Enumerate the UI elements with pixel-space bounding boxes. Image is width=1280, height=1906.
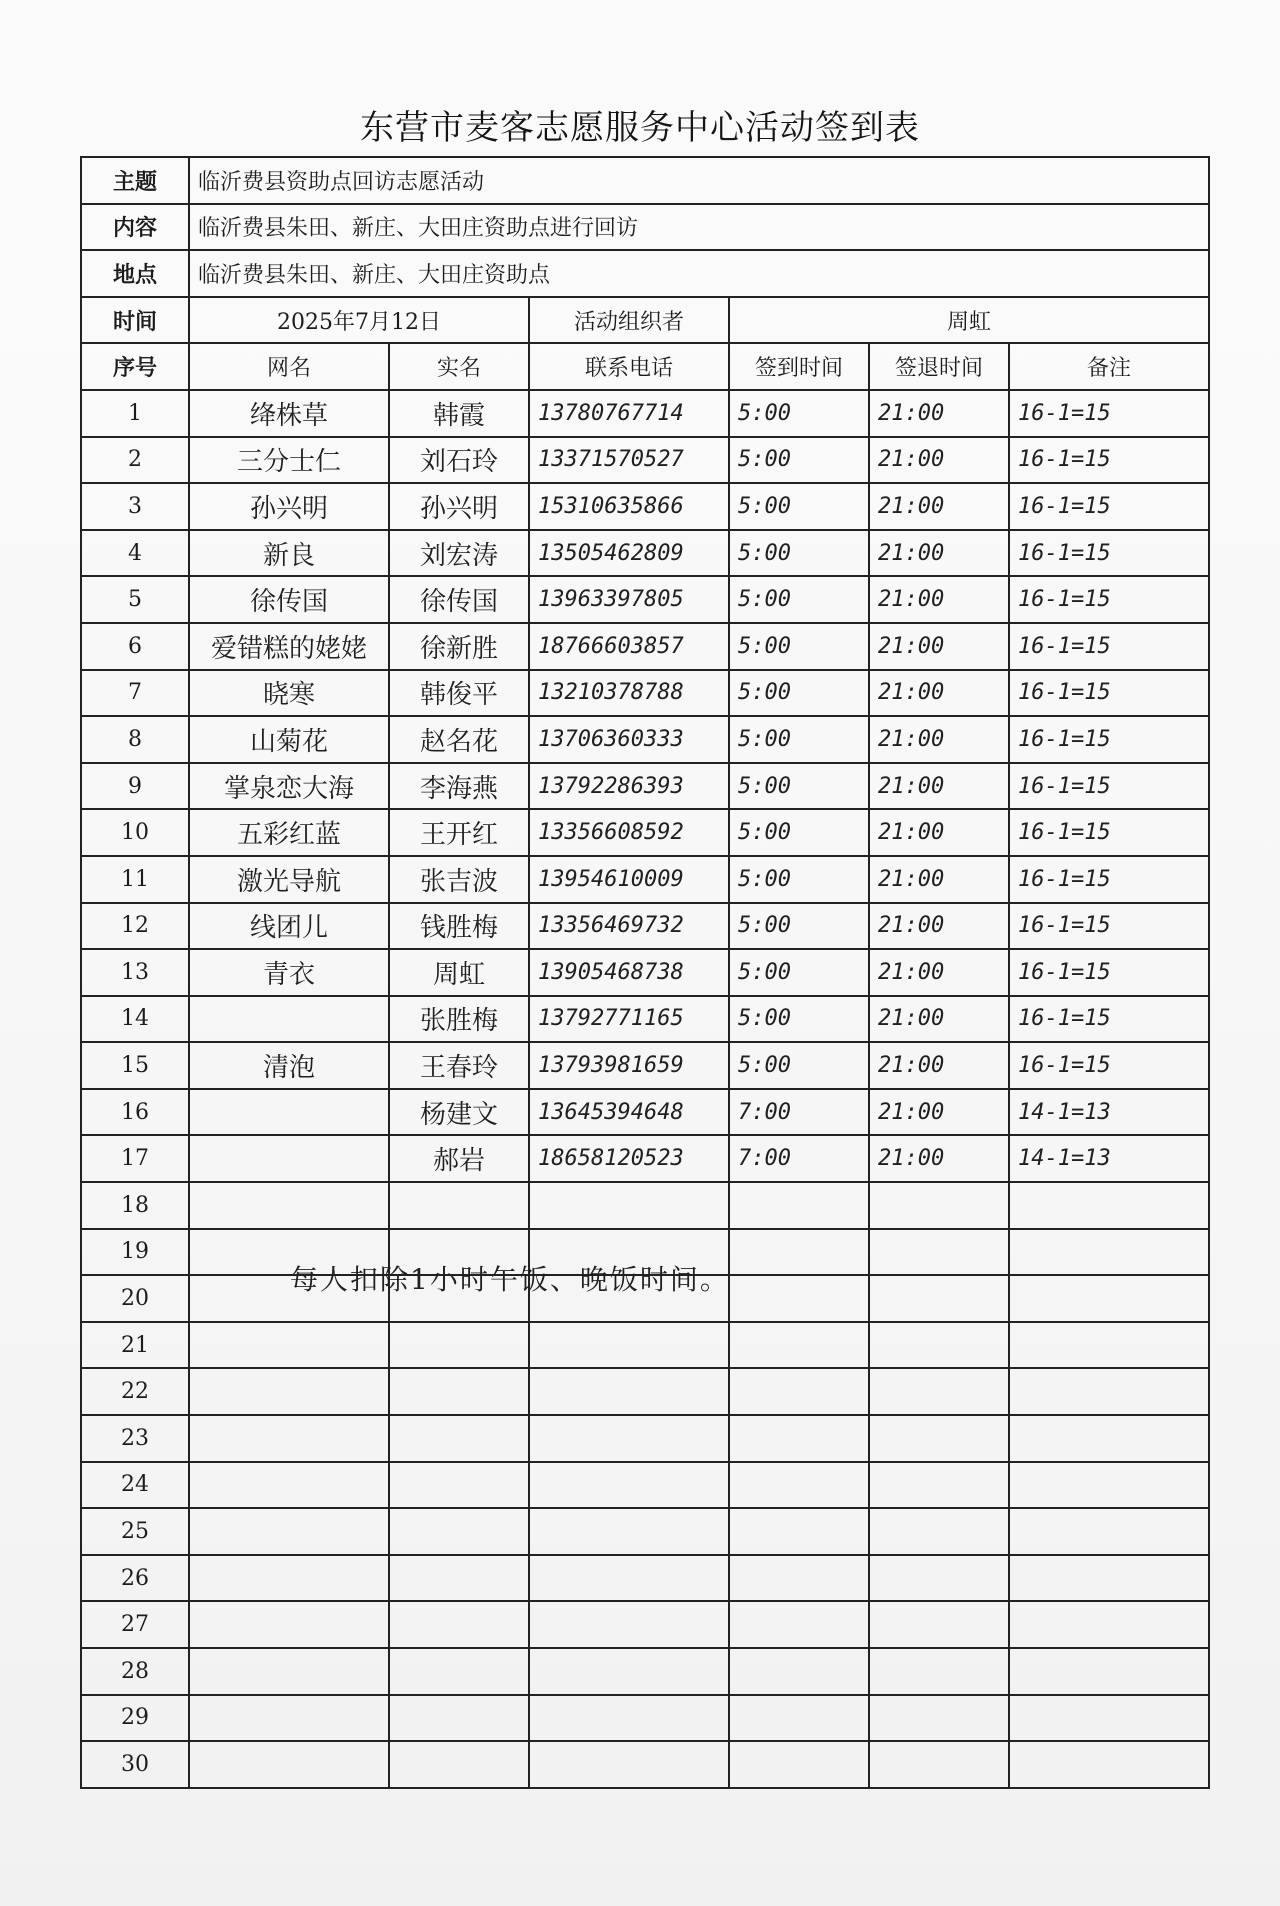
- net-name: 孙兴明: [189, 483, 389, 530]
- sign-out-time: [869, 1275, 1009, 1322]
- sign-in-time: [729, 1462, 869, 1509]
- net-name: [189, 1089, 389, 1136]
- table-row: [81, 1182, 1209, 1229]
- row-number: 7: [81, 670, 189, 717]
- table-row: [81, 1741, 1209, 1788]
- sign-in-time: 5:00: [729, 390, 869, 437]
- row-number: 20: [81, 1275, 189, 1322]
- sign-in-time: 5:00: [729, 856, 869, 903]
- sign-in-time: [729, 1182, 869, 1229]
- net-name: 爱错糕的姥姥: [189, 623, 389, 670]
- phone: 15310635866: [529, 483, 729, 530]
- page-title: 东营市麦客志愿服务中心活动签到表: [360, 108, 920, 148]
- remark: [1009, 1462, 1209, 1509]
- content-value: 临沂费县朱田、新庄、大田庄资助点进行回访: [189, 204, 1209, 251]
- net-name: 激光导航: [189, 856, 389, 903]
- phone: 13356469732: [529, 903, 729, 950]
- real-name: 徐传国: [389, 576, 529, 623]
- time-value: 2025年7月12日: [189, 297, 529, 344]
- sign-in-time: 5:00: [729, 576, 869, 623]
- real-name: 李海燕: [389, 763, 529, 810]
- remark: [1009, 1695, 1209, 1742]
- net-name: [189, 1508, 389, 1555]
- row-theme: [81, 157, 1209, 204]
- phone: 13954610009: [529, 856, 729, 903]
- remark: 16-1=15: [1009, 530, 1209, 577]
- remark: 16-1=15: [1009, 670, 1209, 717]
- phone: 13793981659: [529, 1042, 729, 1089]
- sign-in-time: [729, 1415, 869, 1462]
- real-name: [389, 1322, 529, 1369]
- remark: 14-1=13: [1009, 1089, 1209, 1136]
- phone: [529, 1601, 729, 1648]
- table-row: [81, 1508, 1209, 1555]
- net-name: [189, 1182, 389, 1229]
- phone: 13371570527: [529, 437, 729, 484]
- sign-in-time: [729, 1275, 869, 1322]
- sign-in-time: 5:00: [729, 1042, 869, 1089]
- phone: 13780767714: [529, 390, 729, 437]
- table-row: [81, 856, 1209, 903]
- table-row: [81, 716, 1209, 763]
- row-number: 16: [81, 1089, 189, 1136]
- remark: 16-1=15: [1009, 809, 1209, 856]
- sign-in-table: [80, 156, 1210, 1789]
- sign-out-time: 21:00: [869, 1042, 1009, 1089]
- sign-in-time: 7:00: [729, 1135, 869, 1182]
- real-name: 杨建文: [389, 1089, 529, 1136]
- row-number: 6: [81, 623, 189, 670]
- row-number: 28: [81, 1648, 189, 1695]
- row-number: 29: [81, 1695, 189, 1742]
- net-name: [189, 1601, 389, 1648]
- phone: [529, 1695, 729, 1742]
- organizer-value: 周虹: [729, 297, 1209, 344]
- col-header-no: 序号: [81, 343, 189, 390]
- sign-out-time: 21:00: [869, 716, 1009, 763]
- theme-value: 临沂费县资助点回访志愿活动: [189, 157, 1209, 204]
- theme-label: 主题: [81, 157, 189, 204]
- sign-in-time: [729, 1508, 869, 1555]
- net-name: [189, 996, 389, 1043]
- phone: [529, 1368, 729, 1415]
- row-number: 10: [81, 809, 189, 856]
- net-name: 山菊花: [189, 716, 389, 763]
- net-name: 清泡: [189, 1042, 389, 1089]
- table-row: [81, 1368, 1209, 1415]
- remark: 16-1=15: [1009, 856, 1209, 903]
- sign-out-time: [869, 1462, 1009, 1509]
- content-label: 内容: [81, 204, 189, 251]
- sign-out-time: [869, 1508, 1009, 1555]
- real-name: [389, 1182, 529, 1229]
- sign-in-time: 5:00: [729, 763, 869, 810]
- table-row: [81, 437, 1209, 484]
- sign-in-time: 5:00: [729, 949, 869, 996]
- remark: 16-1=15: [1009, 1042, 1209, 1089]
- sign-in-time: [729, 1555, 869, 1602]
- net-name: [189, 1695, 389, 1742]
- remark: [1009, 1601, 1209, 1648]
- row-number: 9: [81, 763, 189, 810]
- table-row: [81, 809, 1209, 856]
- location-label: 地点: [81, 250, 189, 297]
- sign-out-time: 21:00: [869, 949, 1009, 996]
- sign-in-time: 5:00: [729, 903, 869, 950]
- real-name: [389, 1368, 529, 1415]
- real-name: [389, 1695, 529, 1742]
- sign-in-time: [729, 1741, 869, 1788]
- phone: 13356608592: [529, 809, 729, 856]
- net-name: 徐传国: [189, 576, 389, 623]
- phone: [529, 1322, 729, 1369]
- real-name: 周虹: [389, 949, 529, 996]
- real-name: [389, 1415, 529, 1462]
- phone: 18658120523: [529, 1135, 729, 1182]
- row-number: 8: [81, 716, 189, 763]
- handwritten-note: 每人扣除1小时午饭、晚饭时间。: [290, 1263, 730, 1296]
- real-name: 王春玲: [389, 1042, 529, 1089]
- remark: [1009, 1322, 1209, 1369]
- real-name: [389, 1741, 529, 1788]
- sign-in-time: 5:00: [729, 623, 869, 670]
- remark: 16-1=15: [1009, 437, 1209, 484]
- net-name: [189, 1415, 389, 1462]
- row-number: 11: [81, 856, 189, 903]
- sign-out-time: [869, 1601, 1009, 1648]
- real-name: 刘宏涛: [389, 530, 529, 577]
- table-row: [81, 903, 1209, 950]
- col-header-sign-out: 签退时间: [869, 343, 1009, 390]
- table-row: [81, 996, 1209, 1043]
- real-name: 张胜梅: [389, 996, 529, 1043]
- remark: [1009, 1648, 1209, 1695]
- sign-out-time: [869, 1182, 1009, 1229]
- table-row: [81, 1042, 1209, 1089]
- net-name: [189, 1555, 389, 1602]
- col-header-net-name: 网名: [189, 343, 389, 390]
- net-name: 绛株草: [189, 390, 389, 437]
- row-number: 14: [81, 996, 189, 1043]
- net-name: [189, 1322, 389, 1369]
- real-name: [389, 1601, 529, 1648]
- table-row: [81, 623, 1209, 670]
- net-name: [189, 1135, 389, 1182]
- sign-out-time: [869, 1415, 1009, 1462]
- net-name: 晓寒: [189, 670, 389, 717]
- table-row: [81, 1648, 1209, 1695]
- sign-out-time: 21:00: [869, 576, 1009, 623]
- sign-out-time: 21:00: [869, 623, 1009, 670]
- sign-out-time: 21:00: [869, 437, 1009, 484]
- time-label: 时间: [81, 297, 189, 344]
- row-number: 27: [81, 1601, 189, 1648]
- sign-out-time: [869, 1648, 1009, 1695]
- row-number: 26: [81, 1555, 189, 1602]
- table-row: [81, 390, 1209, 437]
- real-name: 孙兴明: [389, 483, 529, 530]
- sign-out-time: [869, 1322, 1009, 1369]
- table-row: [81, 576, 1209, 623]
- sign-out-time: 21:00: [869, 670, 1009, 717]
- table-row: [81, 1322, 1209, 1369]
- remark: [1009, 1368, 1209, 1415]
- remark: [1009, 1275, 1209, 1322]
- sign-out-time: 21:00: [869, 996, 1009, 1043]
- sign-out-time: [869, 1229, 1009, 1276]
- table-row: [81, 949, 1209, 996]
- remark: [1009, 1741, 1209, 1788]
- net-name: 三分士仁: [189, 437, 389, 484]
- row-number: 18: [81, 1182, 189, 1229]
- phone: 13792286393: [529, 763, 729, 810]
- row-number: 21: [81, 1322, 189, 1369]
- sign-in-time: [729, 1601, 869, 1648]
- phone: 13905468738: [529, 949, 729, 996]
- col-header-sign-in: 签到时间: [729, 343, 869, 390]
- table-row: [81, 1089, 1209, 1136]
- remark: 16-1=15: [1009, 996, 1209, 1043]
- sign-in-time: [729, 1229, 869, 1276]
- sign-out-time: 21:00: [869, 903, 1009, 950]
- table-row: [81, 1695, 1209, 1742]
- sign-in-time: [729, 1368, 869, 1415]
- net-name: 青衣: [189, 949, 389, 996]
- sign-in-time: 5:00: [729, 483, 869, 530]
- row-number: 4: [81, 530, 189, 577]
- table-row: [81, 1462, 1209, 1509]
- row-number: 22: [81, 1368, 189, 1415]
- col-header-phone: 联系电话: [529, 343, 729, 390]
- phone: 13210378788: [529, 670, 729, 717]
- table-row: [81, 1415, 1209, 1462]
- phone: [529, 1508, 729, 1555]
- sign-out-time: [869, 1555, 1009, 1602]
- phone: [529, 1415, 729, 1462]
- table-row: [81, 1555, 1209, 1602]
- row-location: [81, 250, 1209, 297]
- sign-out-time: 21:00: [869, 1089, 1009, 1136]
- location-value: 临沂费县朱田、新庄、大田庄资助点: [189, 250, 1209, 297]
- sign-in-time: [729, 1695, 869, 1742]
- net-name: [189, 1368, 389, 1415]
- phone: 13505462809: [529, 530, 729, 577]
- row-number: 30: [81, 1741, 189, 1788]
- remark: 16-1=15: [1009, 903, 1209, 950]
- remark: 14-1=13: [1009, 1135, 1209, 1182]
- remark: [1009, 1555, 1209, 1602]
- remark: 16-1=15: [1009, 763, 1209, 810]
- remark: 16-1=15: [1009, 576, 1209, 623]
- net-name: [189, 1462, 389, 1509]
- sign-out-time: 21:00: [869, 390, 1009, 437]
- col-header-remark: 备注: [1009, 343, 1209, 390]
- phone: 13706360333: [529, 716, 729, 763]
- row-number: 25: [81, 1508, 189, 1555]
- phone: 13792771165: [529, 996, 729, 1043]
- sign-in-time: 5:00: [729, 437, 869, 484]
- remark: 16-1=15: [1009, 483, 1209, 530]
- real-name: 王开红: [389, 809, 529, 856]
- sign-in-time: 5:00: [729, 530, 869, 577]
- phone: [529, 1182, 729, 1229]
- phone: [529, 1648, 729, 1695]
- row-content: [81, 204, 1209, 251]
- table-row: [81, 670, 1209, 717]
- row-number: 15: [81, 1042, 189, 1089]
- row-number: 13: [81, 949, 189, 996]
- net-name: [189, 1648, 389, 1695]
- row-time: [81, 297, 1209, 344]
- table-row: [81, 1601, 1209, 1648]
- real-name: 张吉波: [389, 856, 529, 903]
- remark: [1009, 1415, 1209, 1462]
- net-name: [189, 1741, 389, 1788]
- remark: [1009, 1182, 1209, 1229]
- table-row: [81, 483, 1209, 530]
- net-name: 掌泉恋大海: [189, 763, 389, 810]
- phone: [529, 1741, 729, 1788]
- phone: [529, 1555, 729, 1602]
- remark: 16-1=15: [1009, 390, 1209, 437]
- real-name: 韩俊平: [389, 670, 529, 717]
- sign-out-time: 21:00: [869, 856, 1009, 903]
- sign-in-time: 5:00: [729, 809, 869, 856]
- sign-in-time: 5:00: [729, 670, 869, 717]
- phone: 18766603857: [529, 623, 729, 670]
- real-name: [389, 1648, 529, 1695]
- phone: 13963397805: [529, 576, 729, 623]
- sign-in-time: [729, 1648, 869, 1695]
- column-header-row: [81, 343, 1209, 390]
- table-row: [81, 530, 1209, 577]
- row-number: 24: [81, 1462, 189, 1509]
- sign-out-time: 21:00: [869, 763, 1009, 810]
- row-number: 23: [81, 1415, 189, 1462]
- row-number: 1: [81, 390, 189, 437]
- real-name: 赵名花: [389, 716, 529, 763]
- table-row: [81, 763, 1209, 810]
- net-name: 五彩红蓝: [189, 809, 389, 856]
- sign-out-time: 21:00: [869, 809, 1009, 856]
- remark: 16-1=15: [1009, 623, 1209, 670]
- row-number: 3: [81, 483, 189, 530]
- sign-out-time: [869, 1695, 1009, 1742]
- net-name: 线团儿: [189, 903, 389, 950]
- phone: [529, 1462, 729, 1509]
- real-name: 郝岩: [389, 1135, 529, 1182]
- table-row: [81, 1135, 1209, 1182]
- remark: 16-1=15: [1009, 949, 1209, 996]
- real-name: 徐新胜: [389, 623, 529, 670]
- sign-in-time: [729, 1322, 869, 1369]
- sign-in-time: 5:00: [729, 716, 869, 763]
- remark: [1009, 1229, 1209, 1276]
- sign-out-time: 21:00: [869, 483, 1009, 530]
- row-number: 19: [81, 1229, 189, 1276]
- sign-out-time: 21:00: [869, 1135, 1009, 1182]
- sign-out-time: [869, 1368, 1009, 1415]
- sign-in-time: 5:00: [729, 996, 869, 1043]
- organizer-label: 活动组织者: [529, 297, 729, 344]
- sign-out-time: 21:00: [869, 530, 1009, 577]
- sign-out-time: [869, 1741, 1009, 1788]
- remark: [1009, 1508, 1209, 1555]
- row-number: 2: [81, 437, 189, 484]
- row-number: 12: [81, 903, 189, 950]
- real-name: [389, 1462, 529, 1509]
- remark: 16-1=15: [1009, 716, 1209, 763]
- sign-in-time: 7:00: [729, 1089, 869, 1136]
- real-name: 刘石玲: [389, 437, 529, 484]
- real-name: [389, 1508, 529, 1555]
- real-name: 韩霞: [389, 390, 529, 437]
- row-number: 17: [81, 1135, 189, 1182]
- real-name: [389, 1555, 529, 1602]
- row-number: 5: [81, 576, 189, 623]
- phone: 13645394648: [529, 1089, 729, 1136]
- col-header-real-name: 实名: [389, 343, 529, 390]
- real-name: 钱胜梅: [389, 903, 529, 950]
- net-name: 新良: [189, 530, 389, 577]
